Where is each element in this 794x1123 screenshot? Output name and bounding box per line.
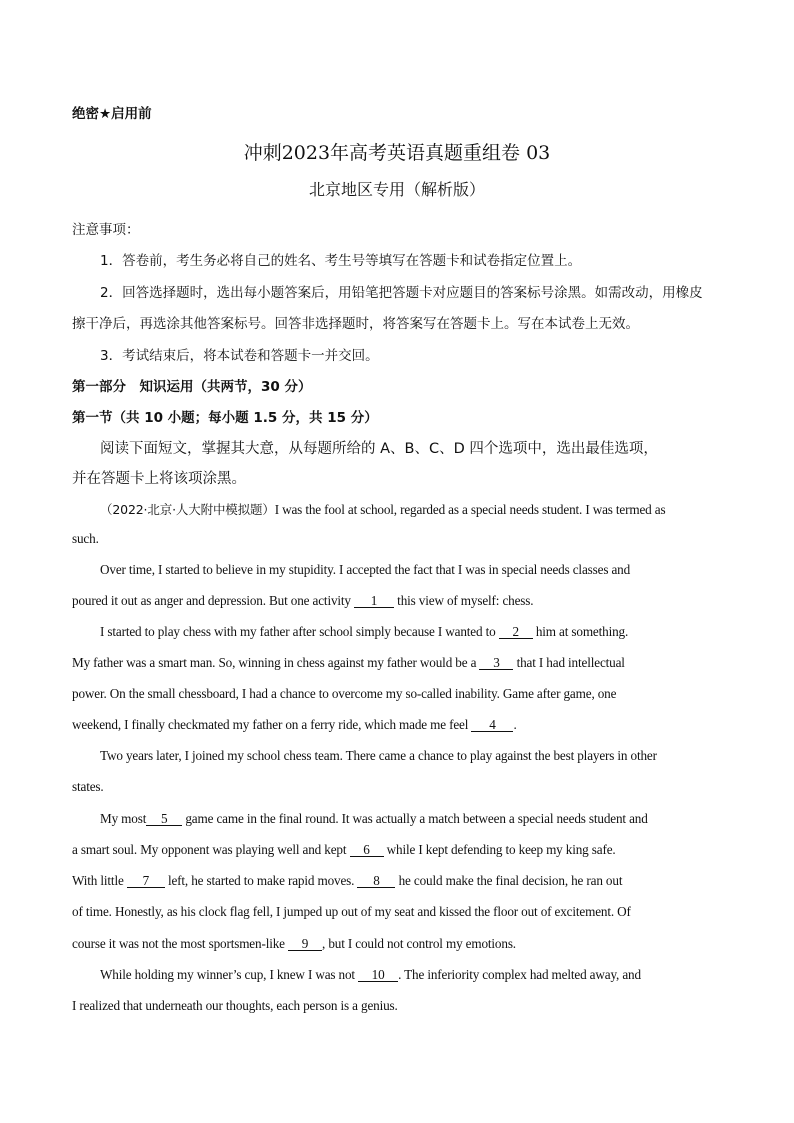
- passage-line: power. On the small chessboard, I had a chance to overcome my so-called inability. Game after game, one: [72, 686, 617, 701]
- blank-10: 10: [358, 968, 398, 982]
- passage-line: [72, 873, 622, 889]
- passage-line: [72, 593, 533, 609]
- passage-line: [72, 655, 625, 671]
- passage-line: [72, 717, 517, 733]
- note-item-2-line-2: 擦干净后，再选涂其他答案标号。回答非选择题时，将答案写在答题卡上。写在本试卷上无效。: [72, 316, 639, 332]
- blank-3: 3: [479, 656, 513, 670]
- page-title: 冲刺2023年高考英语真题重组卷 03: [243, 142, 551, 164]
- passage-line: [100, 811, 648, 827]
- passage-text: .: [513, 717, 517, 732]
- passage-text: game came in the final round. It was actually a match between a special needs student and: [182, 811, 648, 826]
- passage-text: My father was a smart man. So, winning in chess against my father would be a: [72, 655, 480, 670]
- blank-2: 2: [499, 625, 533, 639]
- passage-line: [100, 500, 665, 518]
- passage-line: of time. Honestly, as his clock flag fell, I jumped up out of my seat and kissed the floor out of excitement. Of: [72, 904, 631, 919]
- passage-text: I started to play chess with my father after school simply because I wanted to: [100, 624, 499, 639]
- passage-line: [72, 936, 516, 952]
- passage-text: a smart soul. My opponent was playing well and kept: [72, 842, 350, 857]
- passage-line: such.: [72, 531, 99, 546]
- section-heading: 第一节（共 10 小题；每小题 1.5 分，共 15 分）: [72, 410, 378, 426]
- passage-line: Two years later, I joined my school chess team. There came a chance to play against the best players in other: [100, 748, 657, 763]
- passage-line: [100, 624, 628, 640]
- passage-line: states.: [72, 779, 104, 794]
- passage-text: , but I could not control my emotions.: [322, 936, 516, 951]
- blank-8: 8: [357, 874, 395, 888]
- passage-text: I was the fool at school, regarded as a special needs student. I was termed as: [274, 502, 666, 517]
- blank-7: 7: [127, 874, 165, 888]
- blank-4: 4: [471, 718, 513, 732]
- passage-line: [72, 842, 616, 858]
- passage-text: With little: [72, 873, 127, 888]
- notes-heading: 注意事项：: [72, 222, 140, 238]
- blank-6: 6: [350, 843, 384, 857]
- note-item-2-line-1: 2．回答选择题时，选出每小题答案后，用铅笔把答题卡对应题目的答案标号涂黑。如需改动，用橡皮: [100, 285, 703, 301]
- part-heading: 第一部分 知识运用（共两节，30 分）: [72, 379, 312, 395]
- passage-text: . The inferiority complex had melted away, and: [398, 967, 641, 982]
- passage-text: My most: [100, 811, 147, 826]
- instruction-line-1: 阅读下面短文，掌握其大意，从每题所给的 A、B、C、D 四个选项中，选出最佳选项，: [100, 441, 658, 457]
- passage-text: poured it out as anger and depression. But one activity: [72, 593, 355, 608]
- passage-text: weekend, I finally checkmated my father on a ferry ride, which made me feel: [72, 717, 472, 732]
- confidential-mark: 绝密★启用前: [72, 106, 152, 122]
- passage-line: Over time, I started to believe in my stupidity. I accepted the fact that I was in special needs classes and: [100, 562, 631, 577]
- passage-source: （2022·北京·人大附中模拟题）: [100, 502, 275, 517]
- passage-line: [100, 967, 641, 983]
- passage-text: that I had intellectual: [513, 655, 625, 670]
- note-item-1: 1．答卷前，考生务必将自己的姓名、考生号等填写在答题卡和试卷指定位置上。: [100, 253, 582, 269]
- passage-text: he could make the final decision, he ran out: [395, 873, 623, 888]
- blank-9: 9: [288, 937, 322, 951]
- passage-text: course it was not the most sportsmen-like: [72, 936, 289, 951]
- passage-text: left, he started to make rapid moves.: [164, 873, 358, 888]
- page-subtitle: 北京地区专用（解析版）: [308, 180, 485, 199]
- note-item-3: 3．考试结束后，将本试卷和答题卡一并交回。: [100, 348, 379, 364]
- passage-text: this view of myself: chess.: [394, 593, 534, 608]
- blank-1: 1: [354, 594, 394, 608]
- passage-line: I realized that underneath our thoughts, each person is a genius.: [72, 998, 398, 1013]
- instruction-line-2: 并在答题卡上将该项涂黑。: [72, 471, 246, 487]
- passage-text: while I kept defending to keep my king safe.: [383, 842, 616, 857]
- passage-text: While holding my winner’s cup, I knew I was not: [100, 967, 359, 982]
- passage-text: him at something.: [532, 624, 629, 639]
- blank-5: 5: [146, 812, 182, 826]
